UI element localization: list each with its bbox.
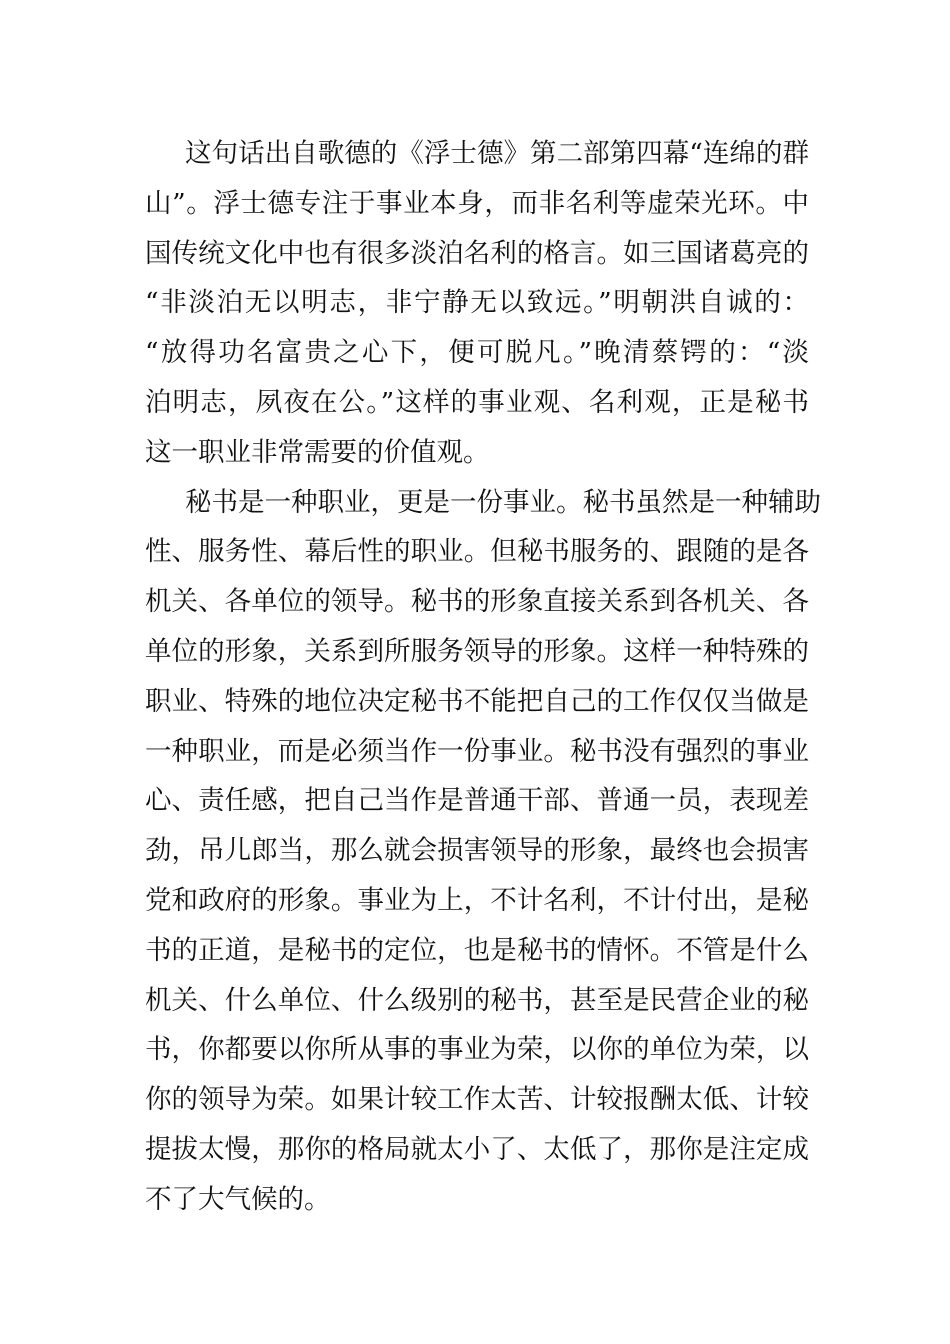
paragraph-line: 提拔太慢，那你的格局就太小了、太低了，那你是注定成 <box>145 1133 809 1165</box>
paragraph-line: 书，你都要以你所从事的事业为荣，以你的单位为荣，以 <box>145 1034 809 1066</box>
paragraph-line: 职业、特殊的地位决定秘书不能把自己的工作仅仅当做是 <box>145 685 809 717</box>
paragraph-line: 你的领导为荣。如果计较工作太苦、计较报酬太低、计较 <box>145 1084 809 1116</box>
paragraph-2 <box>145 478 821 1225</box>
paragraph-line: 劲，吊儿郎当，那么就会损害领导的形象，最终也会损害 <box>145 835 809 867</box>
paragraph-line: 性、服务性、幕后性的职业。但秘书服务的、跟随的是各 <box>145 536 809 568</box>
body-text <box>145 129 821 1225</box>
paragraph-line: 山”。浮士德专注于事业本身，而非名利等虚荣光环。中 <box>145 187 809 219</box>
paragraph-line: 这一职业非常需要的价值观。 <box>145 436 490 468</box>
paragraph-line: “非淡泊无以明志，非宁静无以致远。”明朝洪自诚的： <box>145 287 809 319</box>
paragraph-line: “放得功名富贵之心下，便可脱凡。”晚清蔡锷的：“淡 <box>145 337 809 369</box>
paragraph-line: 心、责任感，把自己当作是普通干部、普通一员，表现差 <box>145 785 809 817</box>
paragraph-line: 机关、什么单位、什么级别的秘书，甚至是民营企业的秘 <box>145 984 809 1016</box>
paragraph-line: 不了大气候的。 <box>145 1183 331 1215</box>
paragraph-line: 机关、各单位的领导。秘书的形象直接关系到各机关、各 <box>145 586 809 618</box>
paragraph-line: 国传统文化中也有很多淡泊名利的格言。如三国诸葛亮的 <box>145 237 809 269</box>
paragraph-line: 这句话出自歌德的《浮士德》第二部第四幕“连绵的群 <box>185 138 809 169</box>
paragraph-1 <box>145 129 809 478</box>
paragraph-line: 泊明志，夙夜在公。”这样的事业观、名利观，正是秘书 <box>145 386 809 418</box>
paragraph-line: 单位的形象，关系到所服务领导的形象。这样一种特殊的 <box>145 635 809 667</box>
paragraph-line: 一种职业，而是必须当作一份事业。秘书没有强烈的事业 <box>145 735 809 767</box>
paragraph-line: 书的正道，是秘书的定位，也是秘书的情怀。不管是什么 <box>145 934 809 966</box>
paragraph-line: 党和政府的形象。事业为上，不计名利，不计付出，是秘 <box>145 884 809 916</box>
paragraph-line: 秘书是一种职业，更是一份事业。秘书虽然是一种辅助 <box>185 486 821 518</box>
